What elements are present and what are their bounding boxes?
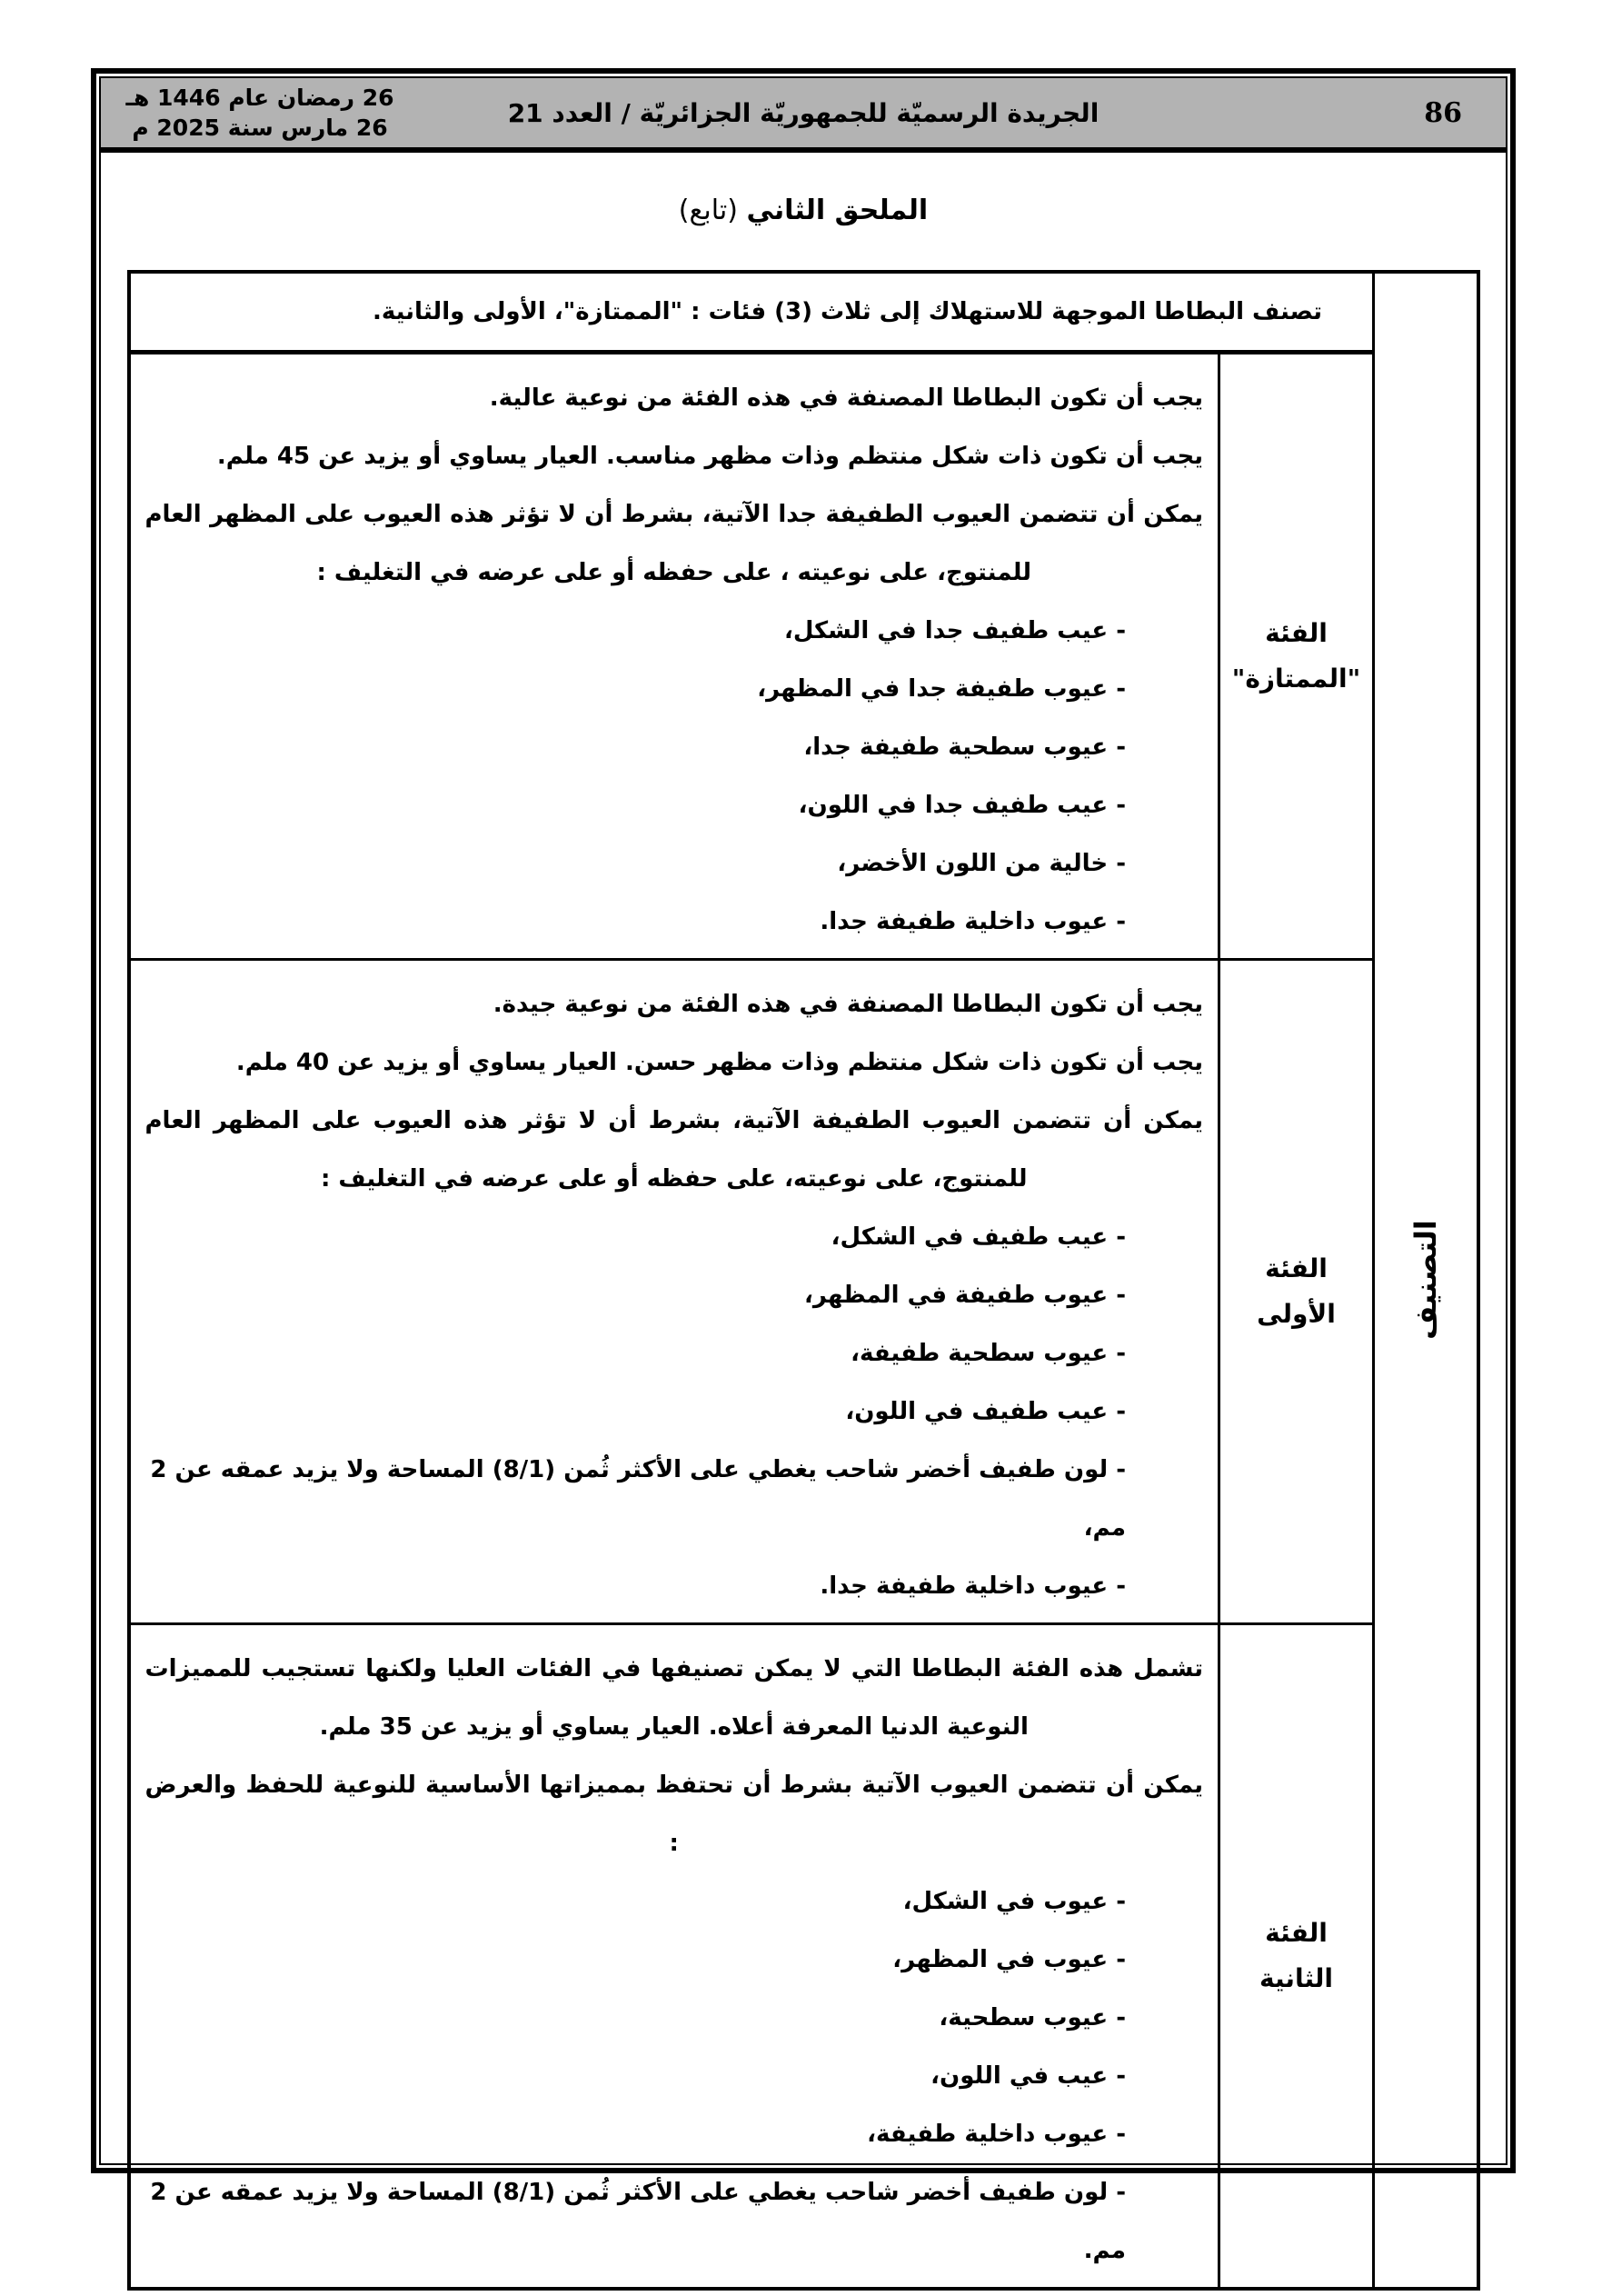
category-label-first <box>1219 959 1374 1623</box>
date-block <box>101 83 419 143</box>
annex-title <box>101 195 1506 226</box>
journal-title: الجريدة الرسميّة للجمهوريّة الجزائريّة / العدد 21 <box>507 97 1100 128</box>
page-frame <box>91 68 1516 2264</box>
defect-item: - عيوب في المظهر، <box>892 1945 1127 1973</box>
intro-cell: تصنف البطاطا الموجهة للاستهلاك إلى ثلاث (3) فئات : "الممتازة"، الأولى والثانية. <box>129 272 1374 352</box>
table-row-intro <box>129 272 1478 352</box>
page-number: 86 <box>1424 96 1462 129</box>
defect-item: - عيوب داخلية طفيفة، <box>867 2120 1127 2148</box>
category-label-line: الأولى <box>1257 1298 1336 1329</box>
category-label-premium <box>1219 352 1374 959</box>
defect-item: - لون طفيف أخضر شاحب يغطي على الأكثر ثُمن (8/1) المساحة ولا يزيد عمقه عن 2 مم. <box>150 2178 1127 2264</box>
defect-item: - عيوب سطحية طفيفة جدا، <box>803 733 1127 761</box>
category-label-line: الفئة <box>1265 617 1328 648</box>
category-content-premium <box>129 352 1219 959</box>
annex-title-suffix: (تابع) <box>678 195 738 226</box>
defect-item: - عيب طفيف جدا في اللون، <box>798 791 1127 819</box>
defect-item: - عيوب داخلية طفيفة جدا. <box>820 907 1127 935</box>
spec-paragraph: يمكن أن تتضمن العيوب الآتية بشرط أن تحتفظ بمميزاتها الأساسية للنوعية للحفظ والعرض : <box>144 1771 1204 1857</box>
page-frame-inner <box>99 76 1508 2264</box>
category-label-line: "الممتازة" <box>1231 663 1361 694</box>
category-label-line: الفئة <box>1265 1253 1328 1283</box>
spec-paragraph: يجب أن تكون البطاطا المصنفة في هذه الفئة من نوعية عالية. <box>489 384 1204 412</box>
defect-item: - عيوب سطحية، <box>939 2003 1127 2031</box>
spec-paragraph: يجب أن تكون ذات شكل منتظم وذات مظهر مناسب. العيار يساوي أو يزيد عن 45 ملم. <box>216 442 1204 470</box>
defect-item: - عيوب طفيفة جدا في المظهر، <box>757 674 1127 703</box>
header-bar <box>101 78 1506 153</box>
defect-item: - عيوب داخلية طفيفة جدا. <box>820 1572 1127 1600</box>
spec-paragraph: يجب أن تكون البطاطا المصنفة في هذه الفئة من نوعية جيدة. <box>493 990 1204 1018</box>
table-row-category-premium <box>129 352 1478 959</box>
table-row-category-second <box>129 1623 1478 2289</box>
spec-paragraph: يجب أن تكون ذات شكل منتظم وذات مظهر حسن. العيار يساوي أو يزيد عن 40 ملم. <box>235 1048 1204 1076</box>
defect-item: - عيب في اللون، <box>930 2061 1127 2090</box>
defect-item: - عيوب طفيفة في المظهر، <box>803 1281 1127 1309</box>
category-label-line: الفئة الثانية <box>1259 1917 1333 1993</box>
defect-item: - عيوب سطحية طفيفة، <box>851 1339 1127 1367</box>
defect-item: - عيوب في الشكل، <box>902 1887 1127 1915</box>
date-gregorian: 26 مارس سنة 2025 م <box>132 115 388 141</box>
classification-table <box>127 270 1480 2291</box>
category-label-second <box>1219 1623 1374 2289</box>
classification-vertical-label: التصنيف <box>1408 1220 1443 1341</box>
annex-title-main: الملحق الثاني <box>746 195 929 226</box>
defect-item: - عيب طفيف في الشكل، <box>831 1223 1127 1251</box>
category-content-first <box>129 959 1219 1623</box>
defect-item: - خالية من اللون الأخضر، <box>837 849 1127 877</box>
spec-paragraph: يمكن أن تتضمن العيوب الطفيفة جدا الآتية، بشرط أن لا تؤثر هذه العيوب على المظهر العام للمنتوج، على نوعيته ، على حفظه أو على عرضه في التغليف : <box>144 500 1204 586</box>
defect-item: - عيب طفيف جدا في الشكل، <box>783 616 1127 644</box>
spec-paragraph: تشمل هذه الفئة البطاطا التي لا يمكن تصنيفها في الفئات العليا ولكنها تستجيب للمميزات النوعية الدنيا المعرفة أعلاه. العيار يساوي أو يزيد عن 35 ملم. <box>144 1654 1204 1741</box>
category-content-second <box>129 1623 1219 2289</box>
defect-item: - عيب طفيف في اللون، <box>845 1397 1127 1425</box>
classification-column-cell <box>1374 272 1478 2289</box>
defect-item: - لون طفيف أخضر شاحب يغطي على الأكثر ثُمن (8/1) المساحة ولا يزيد عمقه عن 2 مم، <box>150 1455 1127 1542</box>
table-row-category-first <box>129 959 1478 1623</box>
spec-paragraph: يمكن أن تتضمن العيوب الطفيفة الآتية، بشرط أن لا تؤثر هذه العيوب على المظهر العام للمنتوج، على نوعيته، على حفظه أو على عرضه في التغليف : <box>144 1106 1204 1193</box>
date-hijri: 26 رمضان عام 1446 هـ <box>125 85 394 111</box>
